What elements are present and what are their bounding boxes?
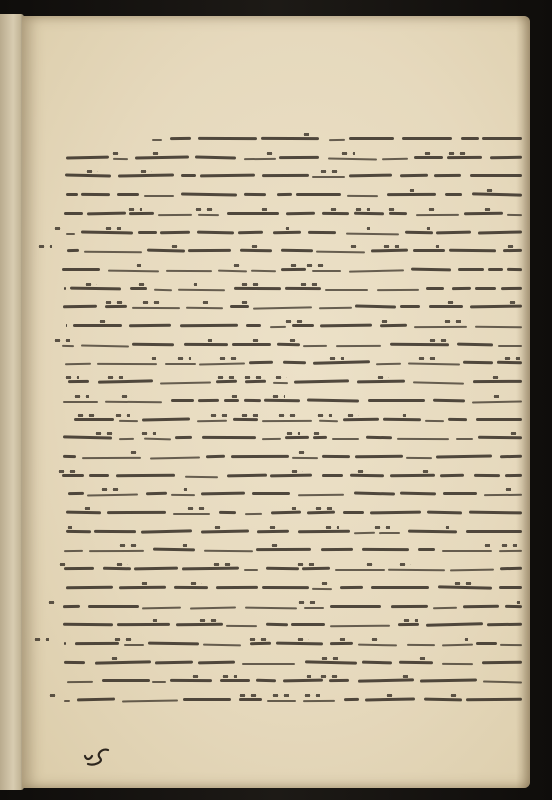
previous-page-edge xyxy=(0,14,24,790)
manuscript-line xyxy=(62,543,522,558)
manuscript-line xyxy=(62,600,522,615)
manuscript-line xyxy=(62,581,522,596)
manuscript-text-block xyxy=(62,132,522,712)
manuscript-line xyxy=(62,506,522,521)
manuscript-line xyxy=(62,207,522,222)
manuscript-line xyxy=(62,244,522,259)
manuscript-line xyxy=(62,169,522,184)
manuscript-line xyxy=(62,319,522,334)
manuscript-line xyxy=(62,188,522,203)
manuscript-line xyxy=(62,487,522,502)
manuscript-line xyxy=(62,394,522,409)
manuscript-line xyxy=(62,356,522,371)
catchword-mark xyxy=(82,744,112,772)
manuscript-line xyxy=(62,132,522,147)
manuscript-line xyxy=(62,300,522,315)
manuscript-page xyxy=(22,16,530,788)
manuscript-line xyxy=(62,338,522,353)
manuscript-line xyxy=(62,562,522,577)
manuscript-line xyxy=(62,413,522,428)
manuscript-line xyxy=(62,450,522,465)
manuscript-line xyxy=(62,469,522,484)
manuscript-line xyxy=(62,151,522,166)
manuscript-line xyxy=(62,263,522,278)
manuscript-line xyxy=(62,226,522,241)
manuscript-line xyxy=(62,674,522,689)
manuscript-line xyxy=(62,693,522,708)
manuscript-line xyxy=(62,431,522,446)
manuscript-line xyxy=(62,282,522,297)
manuscript-line xyxy=(62,375,522,390)
manuscript-line xyxy=(62,637,522,652)
manuscript-line xyxy=(62,525,522,540)
manuscript-line xyxy=(62,656,522,671)
manuscript-line xyxy=(62,618,522,633)
